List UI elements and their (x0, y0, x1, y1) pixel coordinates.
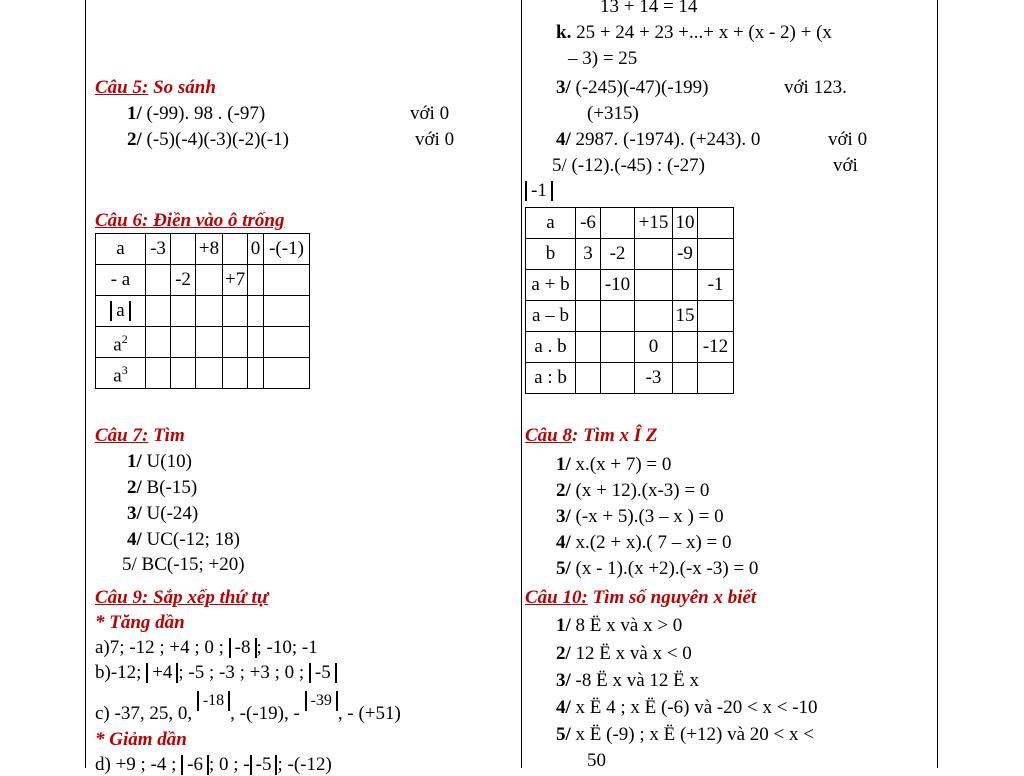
right-item-5-abs (525, 180, 553, 202)
item-number: 3/ (556, 77, 571, 98)
cau9-line-d (95, 754, 332, 776)
item-number: 1/ (127, 451, 142, 472)
cau5-heading (95, 77, 216, 99)
table-cell: a (526, 208, 576, 239)
cau7-heading-number: Câu 7: (95, 425, 149, 446)
item-text: BC(-15; +20) (136, 554, 245, 575)
table-cell: -10 (601, 270, 635, 301)
table-cell: -6 (576, 208, 601, 239)
table-cell: a + b (526, 270, 576, 301)
table-cell (576, 301, 601, 332)
table-cell (96, 358, 146, 389)
table-cell (223, 234, 248, 265)
item-number: 2/ (127, 129, 142, 150)
item-label: k. (556, 22, 572, 43)
table-cell: b (526, 239, 576, 270)
cau9-heading (95, 587, 268, 609)
table-cell (196, 327, 223, 358)
table-cell (576, 363, 601, 394)
right-table (525, 207, 734, 394)
table-cell: a . b (526, 332, 576, 363)
abs-value: +4 (146, 663, 178, 683)
table-cell (223, 358, 248, 389)
cau6-table (95, 233, 310, 389)
item-number: 2/ (556, 480, 571, 501)
cau5-heading-number: Câu 5: (95, 77, 149, 98)
item-number: 4/ (127, 529, 142, 550)
cau10-item-3 (556, 670, 699, 692)
cau9-line-c (95, 692, 401, 725)
table-cell (673, 332, 698, 363)
cau10-heading-number: Câu 10: (525, 587, 588, 608)
cau5-item-1-compare: với 0 (410, 103, 450, 124)
table-row (526, 239, 734, 270)
table-cell (171, 296, 196, 327)
cau8-item-4 (556, 532, 732, 554)
right-item-k-cont: – 3) = 25 (568, 48, 638, 69)
table-cell (248, 265, 264, 296)
cell-text: a (113, 365, 122, 387)
line-text: a)7; -12 ; +4 ; 0 ; (95, 637, 229, 658)
cau5-item-2-compare: với 0 (415, 129, 455, 150)
table-cell (146, 358, 171, 389)
right-item-4 (556, 129, 760, 151)
table-cell (196, 296, 223, 327)
table-cell (171, 234, 196, 265)
cau9-giam-dan: * Giảm dần (95, 729, 187, 750)
cau10-item-4 (556, 697, 818, 719)
abs-value: -1 (525, 181, 553, 201)
cau9-tang-dan: * Tăng dần (95, 612, 185, 633)
table-cell (601, 332, 635, 363)
table-cell: -2 (171, 265, 196, 296)
line-text: , -(-19), - (230, 703, 305, 724)
cau6-heading-number: Câu 6: (95, 210, 149, 231)
cau8-item-5 (556, 558, 758, 580)
table-cell: 15 (673, 301, 698, 332)
line-text: ; -5 ; -3 ; +3 ; 0 ; (178, 662, 309, 683)
table-cell (248, 327, 264, 358)
table-cell: +7 (223, 265, 248, 296)
item-text: 25 + 24 + 23 +...+ x + (x - 2) + (x (571, 22, 832, 43)
table-row (526, 270, 734, 301)
item-text: x Ë 4 ; x Ë (-6) và -20 < x < -10 (570, 697, 818, 718)
table-row (526, 332, 734, 363)
table-row (96, 265, 310, 296)
table-cell: a – b (526, 301, 576, 332)
table-cell (264, 265, 310, 296)
cell-text: a (113, 334, 122, 356)
cau8-item-3 (556, 506, 724, 528)
table-cell (601, 363, 635, 394)
item-text: (-x + 5).(3 – x ) = 0 (570, 506, 724, 527)
table-cell (196, 358, 223, 389)
abs-value: -5 (250, 755, 278, 775)
cau9-line-b (95, 662, 337, 684)
item-text: (x - 1).(x +2).(-x -3) = 0 (570, 558, 759, 579)
line-text: , - (+51) (337, 703, 401, 724)
right-item-3-compare: với 123. (784, 77, 847, 98)
table-cell (223, 296, 248, 327)
cau5-heading-text: So sánh (148, 77, 216, 98)
table-cell (698, 301, 734, 332)
right-item-4-compare: với 0 (828, 129, 868, 150)
right-item-5: 5/ (-12).(-45) : (-27) (552, 155, 706, 176)
line-text: ; -10; -1 (256, 637, 318, 658)
line-text: d) +9 ; -4 ; (95, 754, 182, 775)
item-text: 12 Ë x và x < 0 (570, 643, 692, 664)
table-row (96, 234, 310, 265)
table-cell (96, 327, 146, 358)
abs-value: -6 (181, 755, 209, 775)
line-text: ; -(-12) (277, 754, 332, 775)
item-text: x Ë (-9) ; x Ë (+12) và 20 < x < (570, 724, 814, 745)
item-number: 3/ (556, 506, 571, 527)
cau10-item-5 (556, 724, 814, 746)
cau8-heading (525, 425, 658, 447)
cau8-heading-number: Câu 8 (525, 425, 572, 446)
line-text: ; 0 ; - (209, 754, 250, 775)
cau8-item-2 (556, 480, 709, 502)
cau6-heading (95, 210, 285, 232)
cau5-item-2 (127, 129, 289, 151)
table-cell (146, 296, 171, 327)
item-number: 3/ (556, 670, 571, 691)
item-number: 1/ (556, 615, 571, 636)
cau9-line-a (95, 637, 318, 659)
table-cell (196, 265, 223, 296)
abs-value: -39 (305, 691, 338, 711)
table-cell: a (96, 234, 146, 265)
table-cell (223, 327, 248, 358)
table-cell (635, 301, 673, 332)
cau7-item-4 (127, 529, 240, 551)
middle-border (521, 0, 522, 768)
item-expression: (-245)(-47)(-199) (570, 77, 709, 98)
cau7-heading (95, 425, 185, 447)
item-text: U(-24) (141, 503, 199, 524)
table-cell: -1 (698, 270, 734, 301)
left-border (85, 0, 86, 768)
table-cell: 3 (576, 239, 601, 270)
table-cell (248, 358, 264, 389)
item-number: 5/ (556, 558, 571, 579)
abs-value: -5 (309, 663, 337, 683)
exponent: 2 (121, 331, 128, 346)
table-cell (146, 265, 171, 296)
table-cell: a : b (526, 363, 576, 394)
abs-value: -8 (229, 638, 257, 658)
item-text: 8 Ë x và x > 0 (570, 615, 683, 636)
table-cell: +15 (635, 208, 673, 239)
cau10-item-1 (556, 615, 682, 637)
exponent: 3 (121, 362, 128, 377)
table-cell (171, 327, 196, 358)
table-cell: 10 (673, 208, 698, 239)
abs-value: a (110, 301, 130, 321)
cau8-heading-text: : Tìm x Î Z (572, 425, 658, 446)
item-expression: (-99). 98 . (-97) (141, 103, 266, 124)
table-cell: -3 (146, 234, 171, 265)
table-cell (698, 363, 734, 394)
table-cell (698, 208, 734, 239)
item-number: 1/ (556, 454, 571, 475)
item-text: -8 Ë x và 12 Ë x (570, 670, 700, 691)
item-number: 2/ (556, 643, 571, 664)
table-row (96, 327, 310, 358)
table-row (96, 358, 310, 389)
right-item-k (556, 22, 832, 44)
item-number: 5/ (556, 724, 571, 745)
table-row (96, 296, 310, 327)
item-number: 4/ (556, 129, 571, 150)
right-border (937, 0, 938, 768)
cau7-item-5 (122, 554, 245, 576)
table-cell (601, 301, 635, 332)
table-cell (673, 363, 698, 394)
table-row (526, 363, 734, 394)
item-expression: 2987. (-1974). (+243). 0 (570, 129, 761, 150)
item-expression: (-5)(-4)(-3)(-2)(-1) (141, 129, 289, 150)
cau8-item-1 (556, 454, 671, 476)
cau7-item-2 (127, 477, 197, 499)
item-number: 1/ (127, 103, 142, 124)
cau5-item-1 (127, 103, 265, 125)
item-number: 4/ (556, 697, 571, 718)
table-cell: -3 (635, 363, 673, 394)
table-cell (673, 270, 698, 301)
cau10-item-2 (556, 643, 692, 665)
item-text: (x + 12).(x-3) = 0 (570, 480, 710, 501)
table-cell (635, 270, 673, 301)
item-text: UC(-12; 18) (141, 529, 240, 550)
table-cell (96, 296, 146, 327)
right-item-3 (556, 77, 708, 99)
item-text: U(10) (141, 451, 192, 472)
table-cell: 0 (635, 332, 673, 363)
cau7-heading-text: Tìm (148, 425, 185, 446)
cau10-heading-text: Tìm số nguyên x biết (587, 587, 757, 608)
table-cell: -12 (698, 332, 734, 363)
cau10-item-5-cont: 50 (587, 750, 606, 771)
cau9-heading-text: : Sắp xếp thứ tự (142, 587, 269, 608)
item-text: B(-15) (141, 477, 198, 498)
table-cell (698, 239, 734, 270)
cau10-heading (525, 587, 756, 609)
item-text: x.(2 + x).( 7 – x) = 0 (570, 532, 732, 553)
table-cell: -9 (673, 239, 698, 270)
table-cell (146, 327, 171, 358)
table-cell (635, 239, 673, 270)
table-cell (601, 208, 635, 239)
cau6-heading-text: Điền vào ô trống (148, 210, 285, 231)
item-number: 4/ (556, 532, 571, 553)
table-cell (264, 358, 310, 389)
table-row (526, 301, 734, 332)
table-cell: 0 (248, 234, 264, 265)
right-item-5-compare: với (833, 155, 858, 176)
cau7-item-3 (127, 503, 198, 525)
item-number: 2/ (127, 477, 142, 498)
table-cell: +8 (196, 234, 223, 265)
item-number: 5/ (122, 554, 137, 575)
line-text: c) -37, 25, 0, (95, 703, 197, 724)
item-text: x.(x + 7) = 0 (570, 454, 672, 475)
line-text: b)-12; (95, 662, 147, 683)
cau9-heading-number: Câu 9 (95, 587, 142, 608)
cau7-item-1 (127, 451, 192, 473)
table-cell (171, 358, 196, 389)
right-item-3-cont: (+315) (587, 103, 639, 124)
table-row (526, 208, 734, 239)
table-cell (264, 296, 310, 327)
table-cell: -(-1) (264, 234, 310, 265)
abs-value: -18 (197, 691, 230, 711)
table-cell (264, 327, 310, 358)
item-number: 3/ (127, 503, 142, 524)
table-cell (576, 270, 601, 301)
table-cell: -2 (601, 239, 635, 270)
table-cell (576, 332, 601, 363)
right-top-line: 13 + 14 = 14 (600, 0, 698, 17)
table-cell (248, 296, 264, 327)
table-cell: - a (96, 265, 146, 296)
